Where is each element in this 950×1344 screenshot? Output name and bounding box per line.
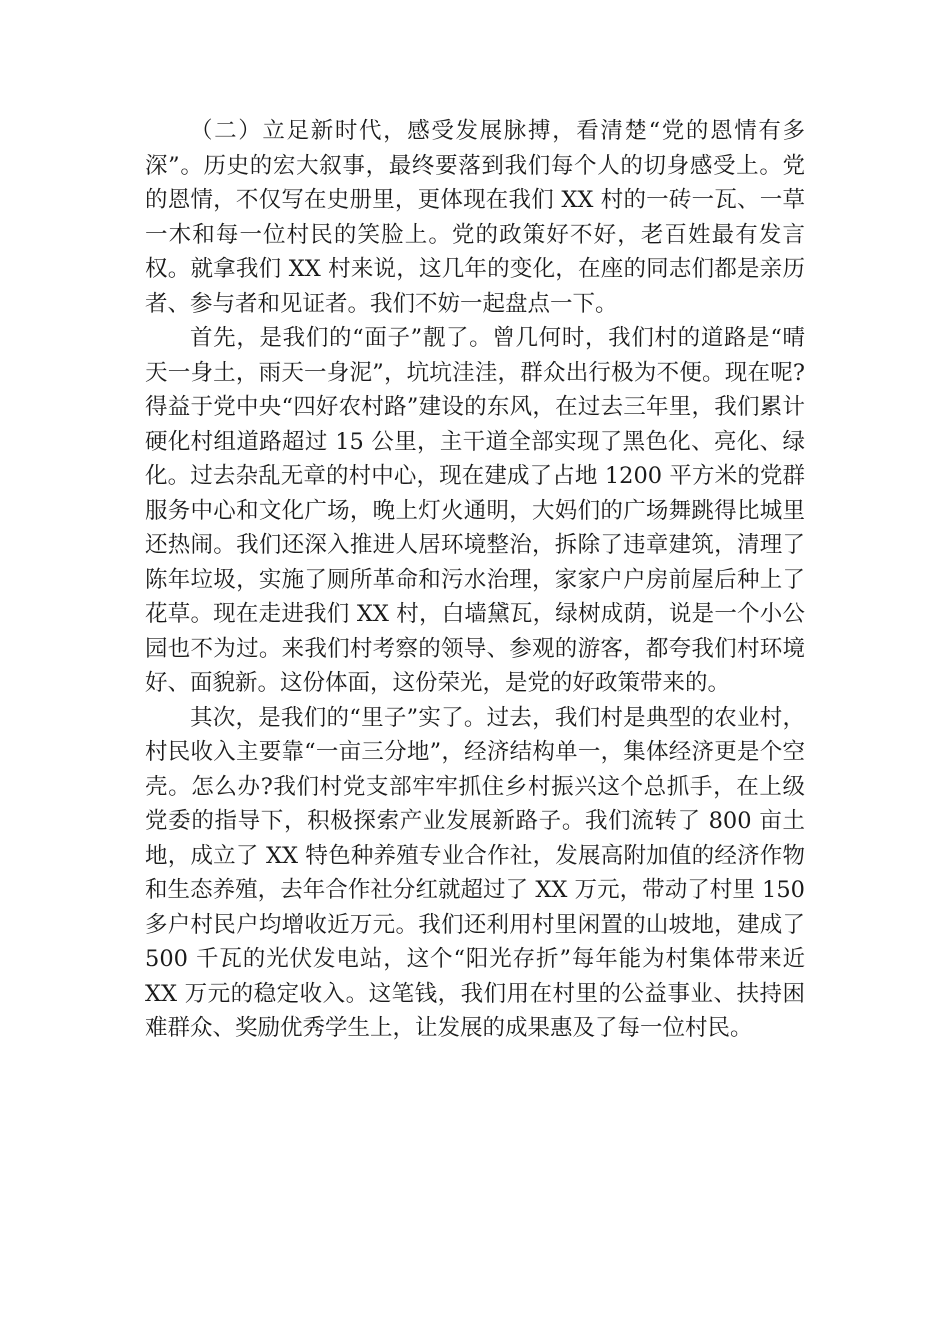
paragraph-face-improved: 首先，是我们的“面子”靓了。曾几何时，我们村的道路是“晴天一身土，雨天一身泥”，坑坑洼洼，群众出行极为不便。现在呢?得益于党中央“四好农村路”建设的东风，在过去三年里，我们累计硬化村组道路超过 15 公里，主干道全部实现了黑色化、亮化、绿化。过去杂乱无章的村中心，现在建成了占地 1200 平方米的党群服务中心和文化广场，晚上灯火通明，大妈们的广场舞跳得比城里还热闹。我们还深入推进人居环境整治，拆除了违章建筑，清理了陈年垃圾，实施了厕所革命和污水治理，家家户户房前屋后种上了花草。现在走进我们 XX 村，白墙黛瓦，绿树成荫，说是一个小公园也不为过。来我们村考察的领导、参观的游客，都夸我们村环境好、面貌新。这份体面，这份荣光，是党的好政策带来的。 <box>145 325 805 696</box>
document-body <box>145 114 805 1046</box>
paragraph-section-two-intro: （二）立足新时代，感受发展脉搏，看清楚“党的恩情有多深”。历史的宏大叙事，最终要落到我们每个人的切身感受上。党的恩情，不仅写在史册里，更体现在我们 XX 村的一砖一瓦、一草一木和每一位村民的笑脸上。党的政策好不好，老百姓最有发言权。就拿我们 XX 村来说，这几年的变化，在座的同志们都是亲历者、参与者和见证者。我们不妨一起盘点一下。 <box>145 118 805 317</box>
paragraph-substance-solid: 其次，是我们的“里子”实了。过去，我们村是典型的农业村，村民收入主要靠“一亩三分地”，经济结构单一，集体经济更是个空壳。怎么办?我们村党支部牢牢抓住乡村振兴这个总抓手，在上级党委的指导下，积极探索产业发展新路子。我们流转了 800 亩土地，成立了 XX 特色种养殖专业合作社，发展高附加值的经济作物和生态养殖，去年合作社分红就超过了 XX 万元，带动了村里 150 多户村民户均增收近万元。我们还利用村里闲置的山坡地，建成了 500 千瓦的光伏发电站，这个“阳光存折”每年能为村集体带来近 XX 万元的稳定收入。这笔钱，我们用在村里的公益事业、扶持困难群众、奖励优秀学生上，让发展的成果惠及了每一位村民。 <box>145 704 805 1041</box>
